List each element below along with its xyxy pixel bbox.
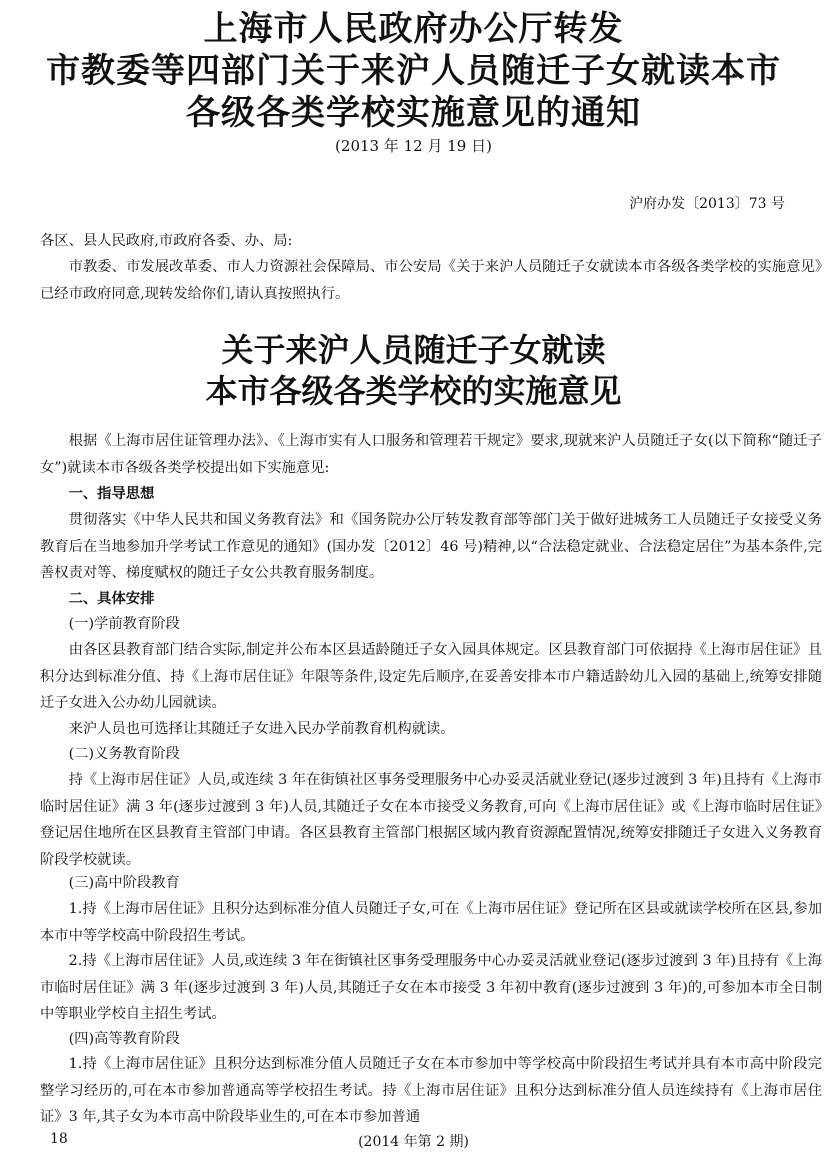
- notice-title-line-3: 各级各类学校实施意见的通知: [186, 93, 641, 133]
- section-1-heading: 一、指导思想: [68, 486, 155, 502]
- addressee: 各区、县人民政府,市政府各委、办、局:: [40, 233, 293, 249]
- subsection-3-heading: (三)高中阶段教育: [68, 875, 180, 891]
- subsection-4-heading: (四)高等教育阶段: [68, 1031, 180, 1047]
- subsection-1-paragraph-1: 由各区县教育部门结合实际,制定并公布本区县适龄随迁子女入园具体规定。区县教育部门可依据持《上海市居住证》且积分达到标准分值、持《上海市居住证》年限等条件,设定先后顺序,在妥善安排本市户籍适龄幼儿入园的基础上,统筹安排随迁子女进入公办幼儿园就读。: [40, 642, 822, 712]
- page-number: 18: [50, 1131, 68, 1147]
- notice-body: 市教委、市发展改革委、市人力资源社会保障局、市公安局《关于来沪人员随迁子女就读本市各级各类学校的实施意见》已经市政府同意,现转发给你们,请认真按照执行。: [40, 259, 822, 302]
- subsection-4-paragraph-1: 1.持《上海市居住证》且积分达到标准分值人员随迁子女在本市参加中等学校高中阶段招生考试并具有本市高中阶段完整学习经历的,可在本市参加普通高等学校招生考试。持《上海市居住证》且积分达到标准分值人员连续持有《上海市居住证》3 年,其子女为本市高中阶段毕业生的,可在本市参加普通: [40, 1056, 822, 1126]
- notice-title-line-1: 上海市人民政府办公厅转发: [203, 9, 624, 49]
- opinion-title-line-1: 关于来沪人员随迁子女就读: [221, 331, 606, 369]
- notice-title-line-2: 市教委等四部门关于来沪人员随迁子女就读本市: [46, 51, 781, 91]
- section-2-heading: 二、具体安排: [68, 591, 155, 607]
- issue-label: (2014 年第 2 期): [358, 1134, 469, 1150]
- subsection-3-paragraph-2: 2.持《上海市居住证》人员,或连续 3 年在街镇社区事务受理服务中心办妥灵活就业登记(逐步过渡到 3 年)且持有《上海市临时居住证》满 3 年(逐步过渡到 3 年)人员,其随迁子女在本市接受 3 年初中教育(逐步过渡到 3 年)的,可参加本市全日制中等职业学校自主招生考试。: [40, 953, 822, 1023]
- subsection-3-paragraph-1: 1.持《上海市居住证》且积分达到标准分值人员随迁子女,可在《上海市居住证》登记所在区县或就读学校所在区县,参加本市中等学校高中阶段招生考试。: [40, 901, 822, 944]
- subsection-2-paragraph-1: 持《上海市居住证》人员,或连续 3 年在街镇社区事务受理服务中心办妥灵活就业登记(逐步过渡到 3 年)且持有《上海市临时居住证》满 3 年(逐步过渡到 3 年)人员,其随迁子女在本市接受义务教育,可向《上海市居住证》或《上海市临时居住证》登记居住地所在区县教育主管部门申请。各区县教育主管部门根据区域内教育资源配置情况,统筹安排随迁子女进入义务教育阶段学校就读。: [40, 772, 822, 868]
- document-number: 沪府办发〔2013〕73 号: [629, 196, 785, 212]
- intro-paragraph: 根据《上海市居住证管理办法》、《上海市实有人口服务和管理若干规定》要求,现就来沪人员随迁子女(以下简称“随迁子女”)就读本市各级各类学校提出如下实施意见:: [40, 433, 822, 476]
- issue-date: (2013 年 12 月 19 日): [335, 137, 492, 155]
- subsection-1-paragraph-2: 来沪人员也可选择让其随迁子女进入民办学前教育机构就读。: [68, 721, 455, 737]
- opinion-title-line-2: 本市各级各类学校的实施意见: [205, 372, 622, 410]
- subsection-1-heading: (一)学前教育阶段: [68, 616, 180, 632]
- section-1-body: 贯彻落实《中华人民共和国义务教育法》和《国务院办公厅转发教育部等部门关于做好进城务工人员随迁子女接受义务教育后在当地参加升学考试工作意见的通知》(国办发〔2012〕46 号)精神,以“合法稳定就业、合法稳定居住”为基本条件,完善权责对等、梯度赋权的随迁子女公共教育服务制度。: [40, 512, 822, 582]
- subsection-2-heading: (二)义务教育阶段: [68, 746, 180, 762]
